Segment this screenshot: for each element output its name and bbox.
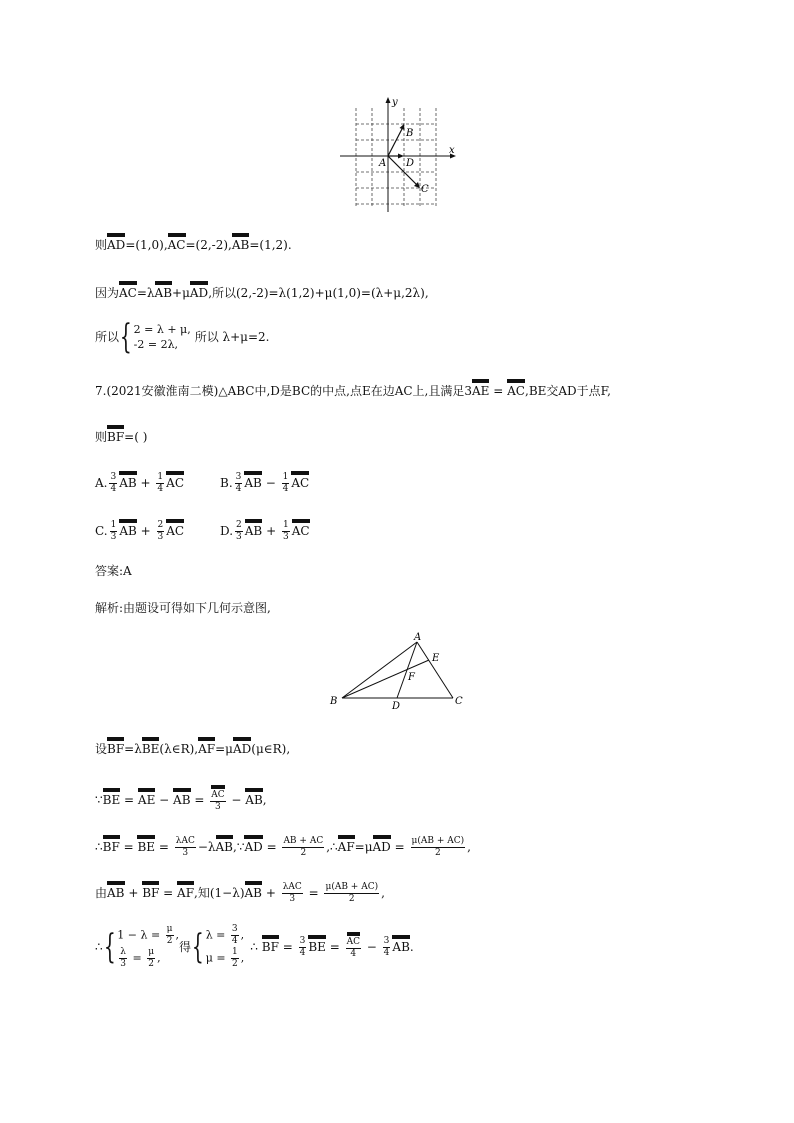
point-label-d: D: [406, 158, 415, 169]
option-d: [220, 520, 310, 543]
text: −: [155, 793, 174, 807]
option-b: [220, 472, 309, 495]
point-label-a: A: [414, 632, 422, 643]
y-axis-label: y: [392, 97, 398, 108]
fraction: $\frac{3}{4}$: [110, 472, 117, 494]
text: ,: [262, 793, 267, 807]
fraction: $\frac{\mu(AB + AC)}{2}$: [325, 882, 379, 904]
point-label-d: D: [392, 701, 401, 710]
equation: 1 − λ = $\frac{\mu}{2}$ ,: [117, 924, 180, 946]
text: 因为: [95, 286, 120, 300]
text: =(1,0),: [125, 238, 168, 252]
fraction: $\frac{1}{3}$: [282, 520, 289, 542]
fraction: $\frac{1}{4}$: [282, 472, 289, 494]
option-a: [95, 472, 184, 495]
text: ,: [381, 886, 385, 900]
vector-bf: BF: [107, 430, 125, 444]
text: +: [124, 886, 143, 900]
text: 则: [95, 238, 108, 252]
text: 得: [179, 940, 192, 954]
vector-ad: AD: [244, 840, 263, 854]
equation-system: [134, 322, 191, 352]
text: 则: [95, 430, 108, 444]
text: =: [304, 886, 323, 900]
option-label: A.: [95, 476, 108, 490]
vector-af: AF: [337, 840, 355, 854]
question-7: [95, 382, 611, 398]
text: 3: [464, 384, 473, 398]
step-4: [95, 882, 385, 905]
point-label-b: B: [330, 696, 338, 707]
fraction: $\frac{\text{λAC}}{3}$: [175, 836, 195, 858]
vector-ab: AB: [107, 886, 125, 900]
vector-ae: AE: [137, 793, 156, 807]
fraction: $\frac{1}{4}$: [157, 472, 164, 494]
text: ,所以(2,-2)=λ(1,2)+μ(1,0)=(λ+μ,2λ),: [208, 286, 429, 300]
operator: +: [140, 476, 151, 490]
point-label-f: F: [408, 672, 415, 683]
text: =( ): [124, 430, 148, 444]
brace: {: [103, 927, 116, 967]
text: =: [159, 886, 178, 900]
text: =: [390, 840, 409, 854]
brace: {: [191, 927, 204, 967]
vector-bf: BF: [107, 742, 125, 756]
text: ,∴: [326, 840, 338, 854]
text: ,BE交AD于点F,: [525, 384, 611, 398]
vector-ac: AC: [166, 476, 185, 490]
vector-ac: AC: [507, 384, 525, 398]
vector-ab: AB: [244, 476, 262, 490]
text: (λ∈R),: [159, 742, 199, 756]
vector-ab: [388, 127, 403, 156]
fraction: $\frac{1}{3}$: [110, 520, 117, 542]
question-7-ask: [95, 428, 147, 444]
text: −: [227, 793, 246, 807]
text: =: [155, 840, 173, 854]
text: =: [190, 793, 209, 807]
text: =(2,-2),: [185, 238, 232, 252]
option-label: C.: [95, 524, 108, 538]
equation: μ = $\frac{1}{2}$ ,: [205, 947, 245, 969]
text: 所以 λ+μ=2.: [194, 330, 270, 344]
step-5: [95, 924, 414, 970]
text: (μ∈R),: [251, 742, 291, 756]
text: ∴: [95, 840, 103, 854]
vector-ad: AD: [232, 742, 252, 756]
vector-ad: AD: [189, 286, 209, 300]
vector-ac: AC: [167, 238, 186, 252]
vector-af: AF: [198, 742, 216, 756]
conclusion: ∴ BF = $\frac{3}{4}$ BE = $\frac{AC}{4}$ − $\frac{3}{4}$ AB.: [250, 935, 414, 959]
operator: +: [266, 524, 277, 538]
text: =: [119, 840, 138, 854]
point-label-a: A: [379, 158, 387, 169]
option-label: D.: [220, 524, 234, 538]
side-ac: [417, 642, 453, 698]
option-label: B.: [220, 476, 233, 490]
vector-ab: AB: [173, 793, 191, 807]
fraction: $\frac{\mu(AB + AC)}{2}$: [411, 836, 465, 858]
line-system: [95, 317, 270, 357]
fraction: $\frac{2}{3}$: [157, 520, 164, 542]
operator: +: [140, 524, 151, 538]
equation: -2 = 2λ,: [133, 338, 179, 351]
step-2: [95, 788, 267, 813]
step-3: [95, 836, 471, 859]
option-c: [95, 520, 184, 543]
vector-ab: AB: [231, 238, 250, 252]
vector-ac: AC: [166, 524, 185, 538]
text: =(1,2).: [249, 238, 292, 252]
vector-bf: BF: [142, 886, 160, 900]
equation: $\frac{\lambda}{3}$ = $\frac{\mu}{2}$ ,: [120, 947, 161, 969]
vector-ac: AC: [291, 524, 310, 538]
text: =: [120, 793, 138, 807]
point-label-e: E: [432, 653, 440, 664]
operator: −: [265, 476, 276, 490]
line-because: [95, 284, 429, 300]
text: ,: [467, 840, 471, 854]
vector-be: BE: [141, 742, 160, 756]
vector-ac: AC: [291, 476, 310, 490]
vector-be: BE: [137, 840, 156, 854]
fraction: $\frac{2}{3}$: [236, 520, 242, 542]
text: 由: [95, 886, 108, 900]
vector-ab: AB: [119, 476, 137, 490]
fraction: $\frac{AB + AC}{2}$: [283, 836, 324, 858]
vector-ad: AD: [372, 840, 391, 854]
text: ∴: [95, 940, 103, 954]
vector-ab: AB: [154, 286, 173, 300]
vector-ab: AB: [215, 840, 233, 854]
text: =λ: [124, 742, 142, 756]
solution-system: [206, 924, 245, 970]
fraction: $\frac{AC}{3}$: [211, 790, 225, 812]
step-1: [95, 740, 290, 756]
vector-ab: AB: [244, 886, 262, 900]
equation: λ = $\frac{3}{4}$ ,: [205, 924, 245, 946]
equation-system: [117, 924, 179, 970]
equation: 2 = λ + μ,: [133, 323, 191, 336]
vector-ae: AE: [472, 384, 490, 398]
point-label-c: C: [455, 696, 463, 707]
point-label-c: C: [421, 184, 429, 195]
text: =: [262, 840, 281, 854]
text: 所以: [95, 330, 120, 344]
coordinate-grid-figure: [336, 94, 461, 214]
point-label-b: B: [406, 128, 414, 139]
vector-bf: BF: [102, 840, 120, 854]
text: +: [262, 886, 280, 900]
vector-ad: AD: [107, 238, 126, 252]
fraction: $\frac{3}{4}$: [235, 472, 242, 494]
fraction: $\frac{\text{λAC}}{3}$: [282, 882, 302, 904]
vector-ac: AC: [119, 286, 137, 300]
x-axis-label: x: [449, 145, 455, 156]
answer: 答案:A: [95, 564, 132, 578]
text: +μ: [172, 286, 190, 300]
text: ,知(1−λ): [194, 886, 245, 900]
text: =λ: [136, 286, 155, 300]
brace: {: [119, 317, 132, 357]
text: ∵: [95, 793, 103, 807]
text: =μ: [354, 840, 373, 854]
vector-ab: AB: [119, 524, 137, 538]
vector-ab: AB: [244, 524, 263, 538]
text: =μ: [215, 742, 233, 756]
triangle-figure: [326, 630, 466, 710]
analysis-intro: 解析:由题设可得如下几何示意图,: [95, 601, 271, 615]
text: −λ: [197, 840, 216, 854]
vector-be: BE: [102, 793, 121, 807]
text: =: [489, 384, 508, 398]
text: 设: [95, 742, 108, 756]
vector-af: AF: [177, 886, 195, 900]
question-text: 7.(2021安徽淮南二模)△ABC中,D是BC的中点,点E在边AC上,且满足: [95, 384, 465, 398]
text: ,∵: [233, 840, 245, 854]
line-vectors: [95, 236, 292, 252]
vector-ab: AB: [245, 793, 263, 807]
